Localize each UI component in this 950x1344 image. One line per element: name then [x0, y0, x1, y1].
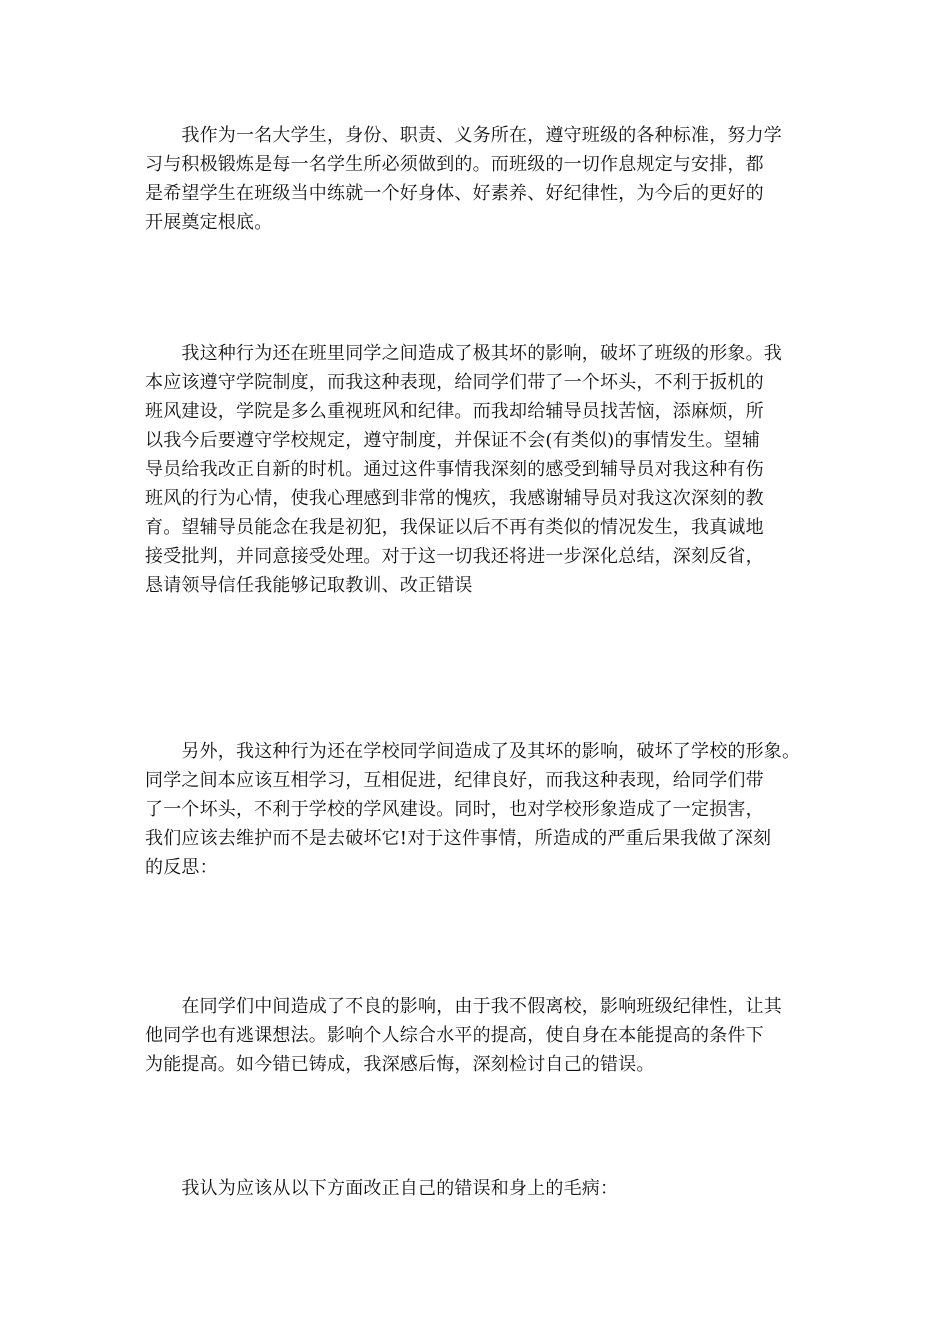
paragraph-line: 我这种行为还在班里同学之间造成了极其坏的影响，破坏了班级的形象。我	[145, 343, 782, 364]
paragraph-line: 导员给我改正自新的时机。通过这件事情我深刻的感受到辅导员对我这种有伤	[145, 459, 764, 480]
paragraph-line: 我作为一名大学生，身份、职责、义务所在，遵守班级的各种标准，努力学	[145, 125, 782, 146]
paragraph-line: 同学之间本应该互相学习，互相促进，纪律良好，而我这种表现，给同学们带	[145, 770, 764, 791]
paragraph-line: 习与积极锻炼是每一名学生所必须做到的。而班级的一切作息规定与安排，都	[145, 154, 764, 175]
paragraph-line: 接受批判，并同意接受处理。对于这一切我还将进一步深化总结，深刻反省，	[145, 546, 764, 567]
paragraph-line: 育。望辅导员能念在我是初犯，我保证以后不再有类似的情况发生，我真诚地	[145, 517, 764, 538]
paragraph-line: 为能提高。如今错已铸成，我深感后悔，深刻检讨自己的错误。	[145, 1054, 655, 1075]
paragraph-1	[145, 121, 782, 237]
paragraph-line: 本应该遵守学院制度，而我这种表现，给同学们带了一个坏头，不利于扳机的	[145, 372, 764, 393]
paragraph-line: 我们应该去维护而不是去破坏它!对于这件事情，所造成的严重后果我做了深刻	[145, 828, 772, 849]
paragraph-line: 班风的行为心情，使我心理感到非常的愧疚，我感谢辅导员对我这次深刻的教	[145, 488, 764, 509]
paragraph-line: 在同学们中间造成了不良的影响，由于我不假离校，影响班级纪律性，让其	[145, 996, 782, 1017]
paragraph-2	[145, 339, 782, 600]
paragraph-line: 开展奠定根底。	[145, 212, 273, 233]
paragraph-line: 是希望学生在班级当中练就一个好身体、好素养、好纪律性，为今后的更好的	[145, 183, 764, 204]
paragraph-line: 以我今后要遵守学校规定，遵守制度，并保证不会(有类似)的事情发生。望辅	[145, 430, 761, 451]
paragraph-5	[145, 1174, 618, 1203]
paragraph-line: 恳请领导信任我能够记取教训、改正错误	[145, 575, 473, 596]
paragraph-3	[145, 737, 800, 882]
paragraph-line: 他同学也有逃课想法。影响个人综合水平的提高，使自身在本能提高的条件下	[145, 1025, 764, 1046]
paragraph-4	[145, 992, 782, 1079]
paragraph-line: 我认为应该从以下方面改正自己的错误和身上的毛病：	[145, 1178, 619, 1199]
paragraph-line: 了一个坏头，不利于学校的学风建设。同时，也对学校形象造成了一定损害，	[145, 799, 764, 820]
paragraph-line: 另外，我这种行为还在学校同学间造成了及其坏的影响，破坏了学校的形象。	[145, 741, 801, 762]
paragraph-line: 班风建设，学院是多么重视班风和纪律。而我却给辅导员找苦恼，添麻烦，所	[145, 401, 764, 422]
paragraph-line: 的反思：	[145, 857, 218, 878]
